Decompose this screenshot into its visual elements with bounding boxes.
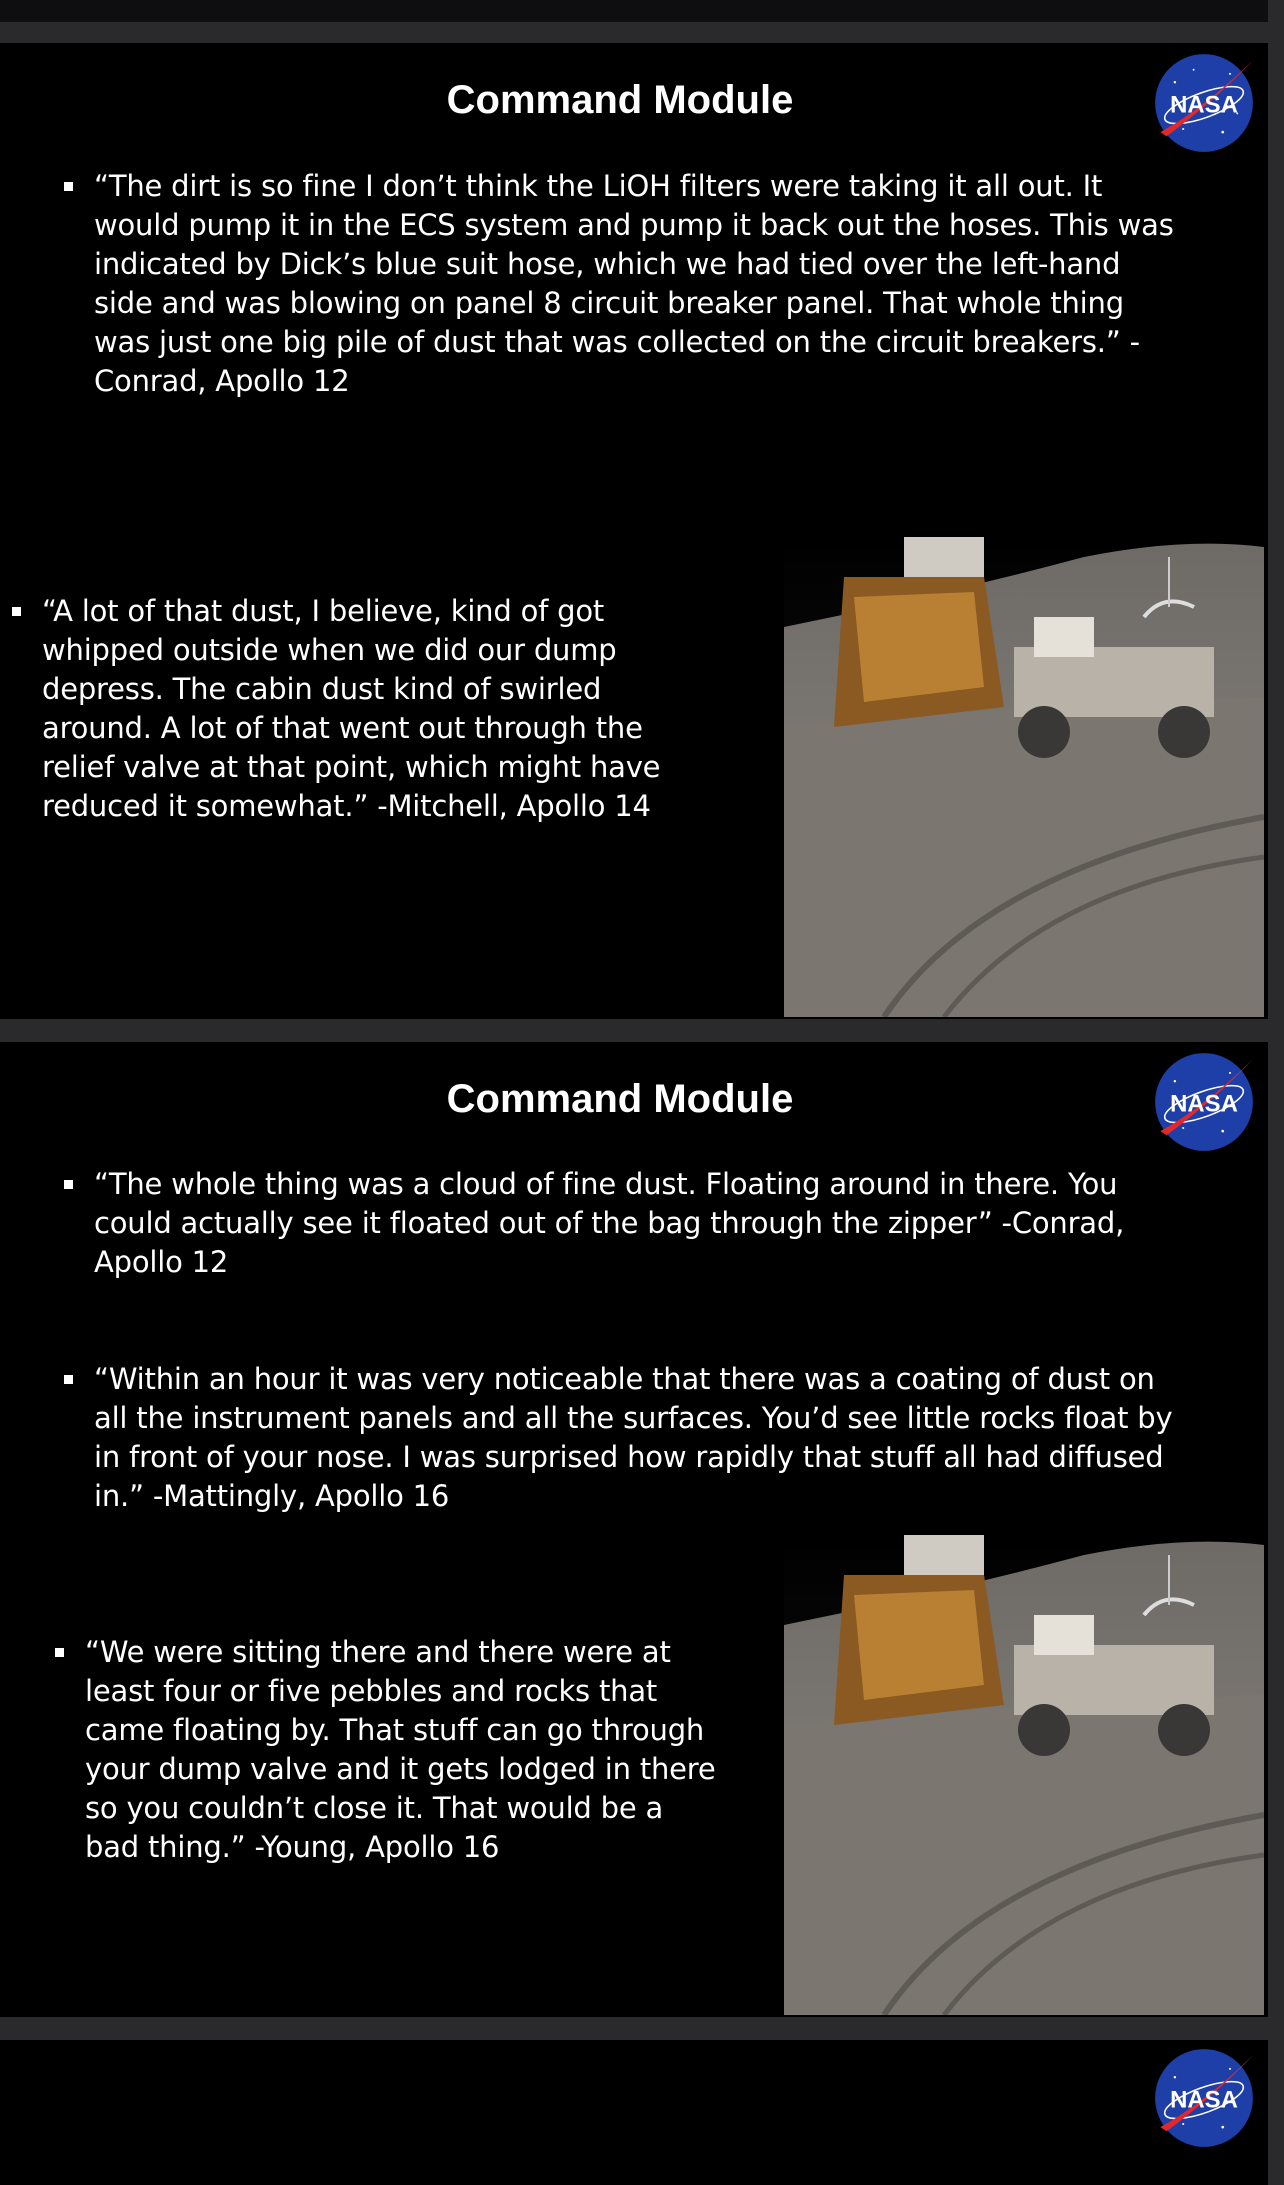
slide-title: Command Module	[446, 1077, 794, 1121]
quote-text: “The whole thing was a cloud of fine dust. Floating around in there. You could actually see it floated out of the bag through the zipper” -Conrad, Apollo 12	[94, 1167, 1125, 1279]
lunar-rover-photo	[784, 1535, 1264, 2015]
square-bullet-icon	[12, 607, 21, 616]
viewer-top-strip	[0, 0, 1284, 22]
slide-title: Command Module	[446, 78, 794, 122]
slide-3	[0, 2040, 1268, 2185]
square-bullet-icon	[64, 1180, 73, 1189]
quote-text: “We were sitting there and there were at least four or five pebbles and rocks that came floating by. That stuff can go through your dump valve and it gets lodged in there so you couldn’t close it. That would be a bad thing.” -Young, Apollo 16	[85, 1635, 716, 1864]
nasa-logo-icon	[1152, 2046, 1256, 2150]
square-bullet-icon	[64, 1375, 73, 1384]
quote-bullet	[94, 1360, 1174, 1516]
quote-bullet	[94, 167, 1174, 401]
nasa-logo-icon	[1152, 51, 1256, 155]
slide-2	[0, 1042, 1268, 2017]
lunar-rover-photo	[784, 537, 1264, 1017]
logo-text: NASA	[1170, 1090, 1238, 1118]
nasa-logo-icon	[1152, 1050, 1256, 1154]
quote-text: “The dirt is so fine I don’t think the LiOH filters were taking it all out. It would pump it in the ECS system and pump it back out the hoses. This was indicated by Dick’s blue suit hose, which we had tied over the left-hand side and was blowing on panel 8 circuit breaker panel. That whole thing was just one big pile of dust that was collected on the circuit breakers.” -Conrad, Apollo 12	[94, 169, 1174, 398]
quote-bullet	[85, 1633, 725, 1867]
logo-text: NASA	[1170, 2086, 1238, 2114]
quote-text: “Within an hour it was very noticeable that there was a coating of dust on all the instrument panels and all the surfaces. You’d see little rocks float by in front of your nose. I was surprised how rapidly that stuff all had diffused in.” -Mattingly, Apollo 16	[94, 1362, 1173, 1513]
logo-text: NASA	[1170, 91, 1238, 119]
square-bullet-icon	[55, 1648, 64, 1657]
square-bullet-icon	[64, 182, 73, 191]
quote-text: “A lot of that dust, I believe, kind of got whipped outside when we did our dump depress. The cabin dust kind of swirled around. A lot of that went out through the relief valve at that point, which might have reduced it somewhat.” -Mitchell, Apollo 14	[42, 594, 661, 823]
viewer-scroll-edge	[1268, 0, 1284, 2185]
slide-1	[0, 43, 1268, 1019]
quote-bullet	[42, 592, 702, 826]
quote-bullet	[94, 1165, 1174, 1282]
